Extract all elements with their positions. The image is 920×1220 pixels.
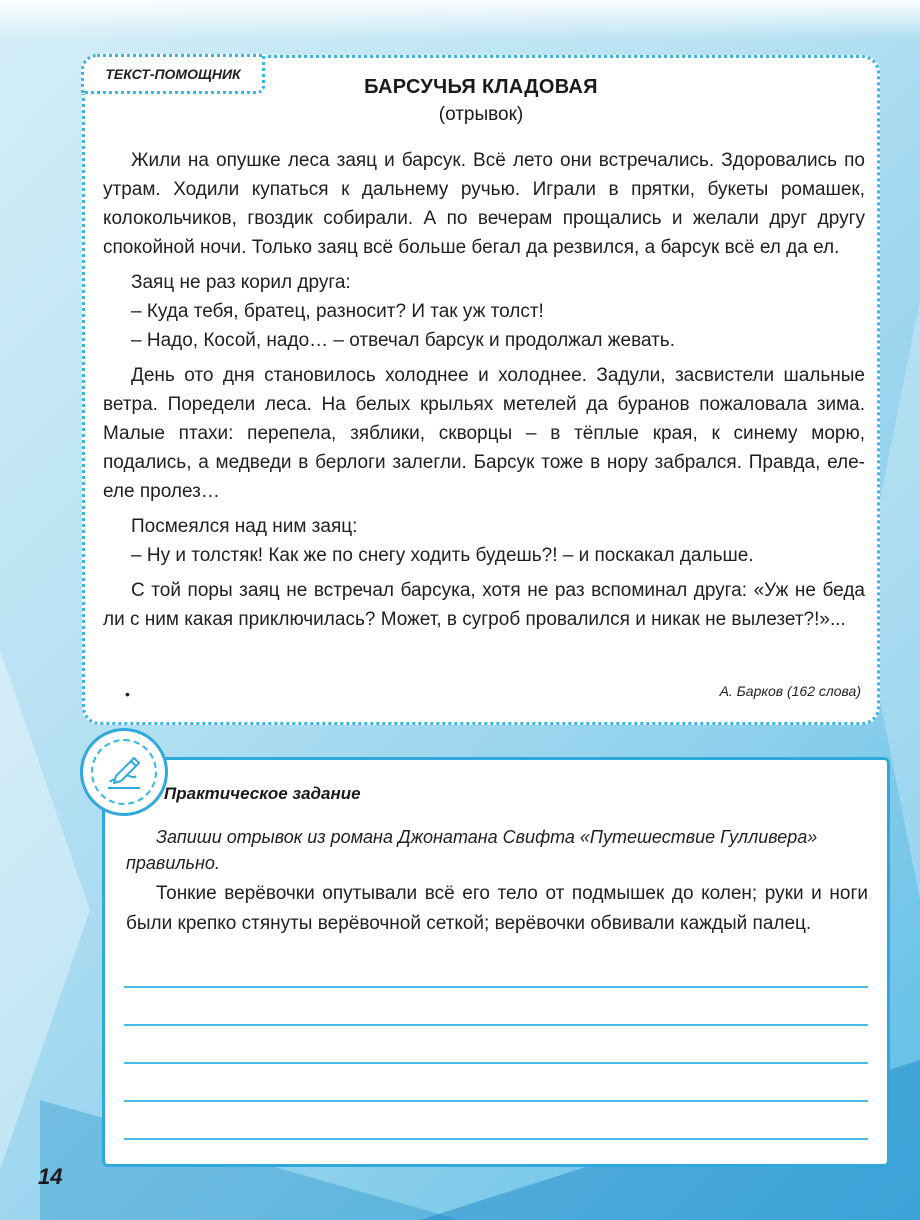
reading-paragraph: Заяц не раз корил друга: — [131, 272, 351, 293]
task-instruction: Запиши отрывок из романа Джонатана Свифта «Путешествие Гулливера» правильно. — [126, 827, 818, 873]
reading-paragraph: Посмеялся над ним заяц: — [131, 516, 358, 537]
task-icon-badge — [80, 728, 168, 816]
reading-paragraph: Жили на опушке леса заяц и барсук. Всё лето они встречались. Здоровались по утрам. Ходили купаться к дальнему ручью. Играли в прятки, букеты ромашек, колокольчиков, гвоздик собирали. А по вечерам прощались и желали друг другу спокойной ночи. Только заяц всё больше бегал да резвился, а барсук всё ел да ел. — [103, 150, 865, 258]
reading-paragraph: День ото дня становилось холоднее и холоднее. Задули, засвистели шальные ветра. Поредели леса. На белых крыльях метелей да буранов пожаловала зима. Малые птахи: перепела, зяблики, скворцы – в тёплые края, к синему морю, подались, а медведи в берлоги залегли. Барсук тоже в нору забрался. Правда, еле-еле пролез… — [103, 365, 865, 502]
reading-paragraph: – Куда тебя, братец, разносит? И так уж толст! — [131, 301, 544, 322]
pencil-writing-icon — [102, 750, 146, 794]
practical-task-box — [102, 757, 890, 1167]
task-passage-clip — [126, 879, 868, 959]
reading-body — [103, 146, 865, 640]
task-passage: Тонкие верёвочки опутывали всё его тело от подмышек до колен; руки и ноги были крепко стянуты верёвочной сеткой; верёвочки обвивали каждый палец. — [126, 883, 868, 934]
writing-line[interactable] — [124, 1100, 868, 1102]
writing-line[interactable] — [124, 1138, 868, 1140]
reading-title: БАРСУЧЬЯ КЛАДОВАЯ — [364, 76, 598, 98]
page-number: 14 — [38, 1164, 63, 1189]
reading-subtitle: (отрывок) — [438, 104, 524, 125]
decorative-dot: • — [125, 686, 130, 702]
writing-line[interactable] — [124, 1062, 868, 1064]
author-credit: А. Барков (162 слова) — [719, 683, 861, 699]
reading-paragraph: С той поры заяц не встречал барсука, хотя не раз вспоминал друга: «Уж не беда ли с ним какая приключилась? Может, в сугроб провалился и никак не вылезет?!»... — [103, 580, 865, 630]
helper-text-box — [82, 55, 880, 725]
helper-text-label: ТЕКСТ-ПОМОЩНИК — [81, 54, 265, 94]
task-heading: Практическое задание — [164, 784, 361, 803]
reading-paragraph: – Надо, Косой, надо… – отвечал барсук и продолжал жевать. — [131, 330, 675, 351]
writing-line[interactable] — [124, 1024, 868, 1026]
reading-paragraph: – Ну и толстяк! Как же по снегу ходить будешь?! – и поскакал дальше. — [131, 545, 754, 566]
writing-line[interactable] — [124, 986, 868, 988]
